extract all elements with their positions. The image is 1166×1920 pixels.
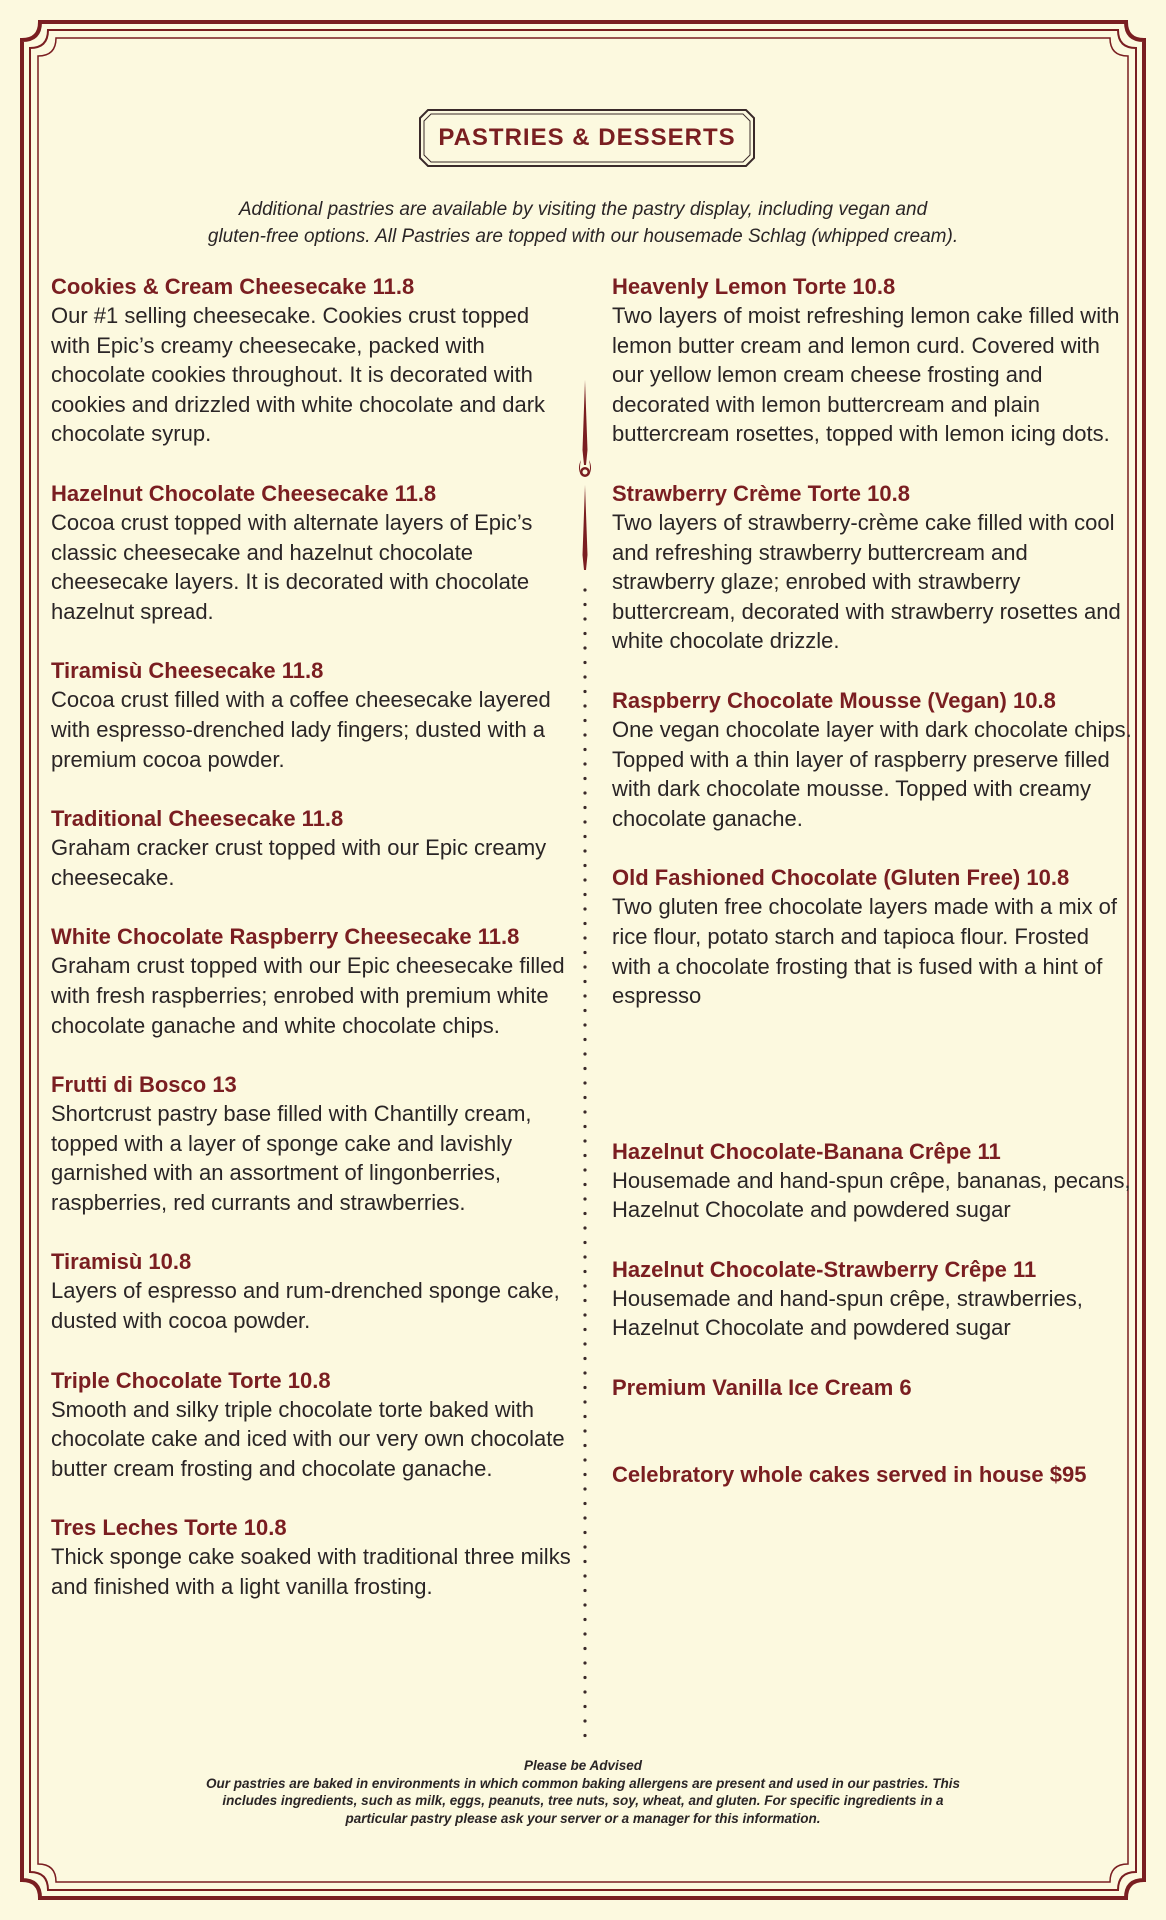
menu-item [612, 1137, 1132, 1225]
item-title: White Chocolate Raspberry Cheesecake 11.8 [51, 924, 520, 950]
item-description: Our #1 selling cheesecake. Cookies crust topped with Epic’s creamy cheesecake, packed with chocolate cookies throughout. It is decorated with cookies and drizzled with white chocolate and dark chocolate syrup. [51, 303, 546, 447]
divider-dot [583, 617, 586, 620]
divider-dot [583, 1618, 586, 1621]
item-title: Tiramisù 10.8 [51, 1249, 192, 1275]
item-title: Hazelnut Chocolate-Strawberry Crêpe 11 [612, 1256, 1037, 1282]
divider-dot [583, 1647, 586, 1650]
menu-item [612, 479, 1132, 656]
menu-item [51, 1513, 571, 1601]
divider-dot [583, 719, 586, 722]
advisory-line: includes ingredients, such as milk, eggs, peanuts, tree nuts, soy, wheat, and gluten. For specific ingredients in a [222, 1793, 944, 1808]
divider-dot [583, 1038, 586, 1041]
divider-dot [583, 791, 586, 794]
divider-dot [583, 1154, 586, 1157]
menu-item [51, 1247, 571, 1335]
advisory-line: particular pastry please ask your server or a manager for this information. [345, 1810, 821, 1826]
divider-dot [583, 1110, 586, 1113]
divider-dot [583, 922, 586, 925]
allergen-advisory [130, 1757, 1036, 1827]
menu-item [51, 272, 571, 449]
divider-dot [583, 603, 586, 606]
divider-dot [583, 1502, 586, 1505]
divider-dot [583, 1139, 586, 1142]
item-title: Celebratory whole cakes served in house $95 [612, 1462, 1087, 1488]
divider-dot [583, 1545, 586, 1548]
intro-text [160, 196, 1006, 250]
divider-dot [583, 632, 586, 635]
menu-item [612, 1373, 1132, 1402]
divider-dot [583, 864, 586, 867]
item-description: Cocoa crust filled with a coffee cheesecake layered with espresso-drenched lady fingers; dusted with a premium cocoa powder. [51, 687, 551, 772]
divider-dot [583, 661, 586, 664]
page-title: PASTRIES & DESSERTS [438, 124, 736, 151]
divider-dot [583, 835, 586, 838]
intro-line: Additional pastries are available by visiting the pastry display, including vegan and [238, 199, 928, 220]
divider-dot [583, 1444, 586, 1447]
divider-dot [583, 1690, 586, 1693]
divider-dot [583, 1009, 586, 1012]
divider-dot [583, 1212, 586, 1215]
menu-item [51, 656, 571, 774]
divider-dot [583, 1067, 586, 1070]
divider-dot [583, 1226, 586, 1229]
item-description: Two layers of moist refreshing lemon cake filled with lemon butter cream and lemon curd. Covered with our yellow lemon cream cheese frosting and decorated with lemon buttercream and plain buttercream rosettes, topped with lemon icing dots. [612, 303, 1120, 447]
divider-dot [583, 1342, 586, 1345]
menu-item [51, 804, 571, 892]
menu-item [612, 1460, 1092, 1489]
item-description: One vegan chocolate layer with dark chocolate chips. Topped with a thin layer of raspberry preserve filled with dark chocolate mousse. Topped with creamy chocolate ganache. [612, 716, 1132, 831]
divider-dot [583, 1241, 586, 1244]
intro-line: gluten-free options. All Pastries are topped with our housemade Schlag (whipped cream). [207, 226, 959, 247]
divider-dot [583, 1386, 586, 1389]
divider-dot [583, 1284, 586, 1287]
item-title: Frutti di Bosco 13 [51, 1072, 237, 1098]
item-description: Smooth and silky triple chocolate torte baked with chocolate cake and iced with our very own chocolate butter cream frosting and chocolate ganache. [51, 1396, 565, 1481]
divider-dot [583, 994, 586, 997]
menu-item [51, 479, 571, 626]
divider-dot [583, 1299, 586, 1302]
divider-dot [583, 1487, 586, 1490]
divider-dot [583, 1023, 586, 1026]
divider-dot [583, 1371, 586, 1374]
divider-dot [583, 1415, 586, 1418]
advisory-line: Our pastries are baked in environments in which common baking allergens are present and used in our pastries. This [206, 1775, 960, 1791]
item-title: Hazelnut Chocolate Cheesecake 11.8 [51, 480, 437, 506]
item-title: Tiramisù Cheesecake 11.8 [51, 658, 324, 684]
divider-dot [583, 675, 586, 678]
divider-dot [583, 936, 586, 939]
divider-dot [583, 1734, 586, 1737]
divider-dot [583, 1255, 586, 1258]
item-description: Graham cracker crust topped with our Epic creamy cheesecake. [51, 835, 547, 890]
divider-dot [583, 1197, 586, 1200]
item-description: Layers of espresso and rum-drenched sponge cake, dusted with cocoa powder. [51, 1278, 560, 1334]
divider-dot [583, 965, 586, 968]
divider-dot [583, 907, 586, 910]
menu-item [612, 1255, 1132, 1343]
item-title: Raspberry Chocolate Mousse (Vegan) 10.8 [612, 687, 1056, 713]
item-title: Traditional Cheesecake 11.8 [51, 806, 344, 832]
divider-dot [583, 704, 586, 707]
item-title: Tres Leches Torte 10.8 [51, 1515, 287, 1541]
divider-dot [583, 1168, 586, 1171]
divider-dot [583, 980, 586, 983]
item-title: Old Fashioned Chocolate (Gluten Free) 10.8 [612, 865, 1070, 891]
item-description: Graham crust topped with our Epic cheesecake filled with fresh raspberries; enrobed with premium white chocolate ganache and white chocolate chips. [51, 953, 565, 1038]
item-description: Two layers of strawberry-crème cake filled with cool and refreshing strawberry buttercream and strawberry glaze; enrobed with strawberry buttercream, decorated with strawberry rosettes and white chocolate drizzle. [612, 509, 1121, 654]
divider-dot [583, 646, 586, 649]
divider-dot [583, 1574, 586, 1577]
item-title: Strawberry Crème Torte 10.8 [612, 480, 910, 506]
divider-dot [583, 806, 586, 809]
divider-dot [583, 1400, 586, 1403]
divider-dot [583, 1516, 586, 1519]
divider-dot [583, 1560, 586, 1563]
divider-dot [583, 777, 586, 780]
item-description: Housemade and hand-spun crêpe, strawberries, Hazelnut Chocolate and powdered sugar [612, 1285, 1083, 1341]
menu-item [612, 686, 1132, 833]
item-description: Thick sponge cake soaked with traditional three milks and finished with a light vanilla frosting. [51, 1544, 571, 1600]
left-column [51, 272, 571, 1602]
right-column [612, 272, 1132, 1489]
divider-dot [583, 748, 586, 751]
divider-dot [583, 1328, 586, 1331]
item-title: Premium Vanilla Ice Cream 6 [612, 1375, 912, 1401]
divider-dot [583, 733, 586, 736]
divider-dot [583, 1096, 586, 1099]
menu-item [612, 272, 1132, 449]
divider-dot [583, 1357, 586, 1360]
divider-dot [583, 1661, 586, 1664]
divider-dot [583, 1603, 586, 1606]
divider-dot [583, 1183, 586, 1186]
divider-dot [583, 1632, 586, 1635]
item-description: Housemade and hand-spun crêpe, bananas, pecans, Hazelnut Chocolate and powdered sugar [612, 1167, 1131, 1223]
divider-dot [583, 951, 586, 954]
menu-item [51, 1070, 571, 1217]
divider-dot [583, 1313, 586, 1316]
divider-dot [583, 849, 586, 852]
item-description: Shortcrust pastry base filled with Chantilly cream, topped with a layer of sponge cake and lavishly garnished with an assortment of lingonberries, raspberries, red currants and strawberries. [51, 1101, 532, 1215]
item-title: Hazelnut Chocolate-Banana Crêpe 11 [612, 1138, 1001, 1164]
divider-dot [583, 1458, 586, 1461]
menu-item [51, 922, 571, 1040]
divider-dot [583, 1052, 586, 1055]
divider-dot [583, 1676, 586, 1679]
divider-dot [583, 1473, 586, 1476]
divider-dot [583, 762, 586, 765]
divider-dot [583, 893, 586, 896]
divider-dot [583, 588, 586, 591]
menu-item [51, 1366, 571, 1484]
divider-dot [583, 1270, 586, 1273]
item-description: Two gluten free chocolate layers made with a mix of rice flour, potato starch and tapioca flour. Frosted with a chocolate frosting that is fused with a hint of espresso [612, 894, 1118, 1009]
divider-dot [583, 1589, 586, 1592]
section-title-box [418, 108, 756, 168]
divider-dot [583, 1125, 586, 1128]
item-title: Triple Chocolate Torte 10.8 [51, 1367, 331, 1393]
divider-dot [583, 1081, 586, 1084]
menu-item [612, 863, 1132, 1010]
divider-dot [583, 690, 586, 693]
item-title: Cookies & Cream Cheesecake 11.8 [51, 274, 415, 299]
item-description: Cocoa crust topped with alternate layers of Epic’s classic cheesecake and hazelnut chocolate cheesecake layers. It is decorated with chocolate hazelnut spread. [51, 509, 533, 624]
divider-dot [583, 878, 586, 881]
item-title: Heavenly Lemon Torte 10.8 [612, 274, 896, 299]
divider-dot [583, 1705, 586, 1708]
column-divider [570, 380, 600, 1745]
divider-dot [583, 1531, 586, 1534]
divider-dot [583, 820, 586, 823]
divider-dot [583, 1719, 586, 1722]
divider-dot [583, 1429, 586, 1432]
advisory-heading: Please be Advised [523, 1758, 643, 1773]
